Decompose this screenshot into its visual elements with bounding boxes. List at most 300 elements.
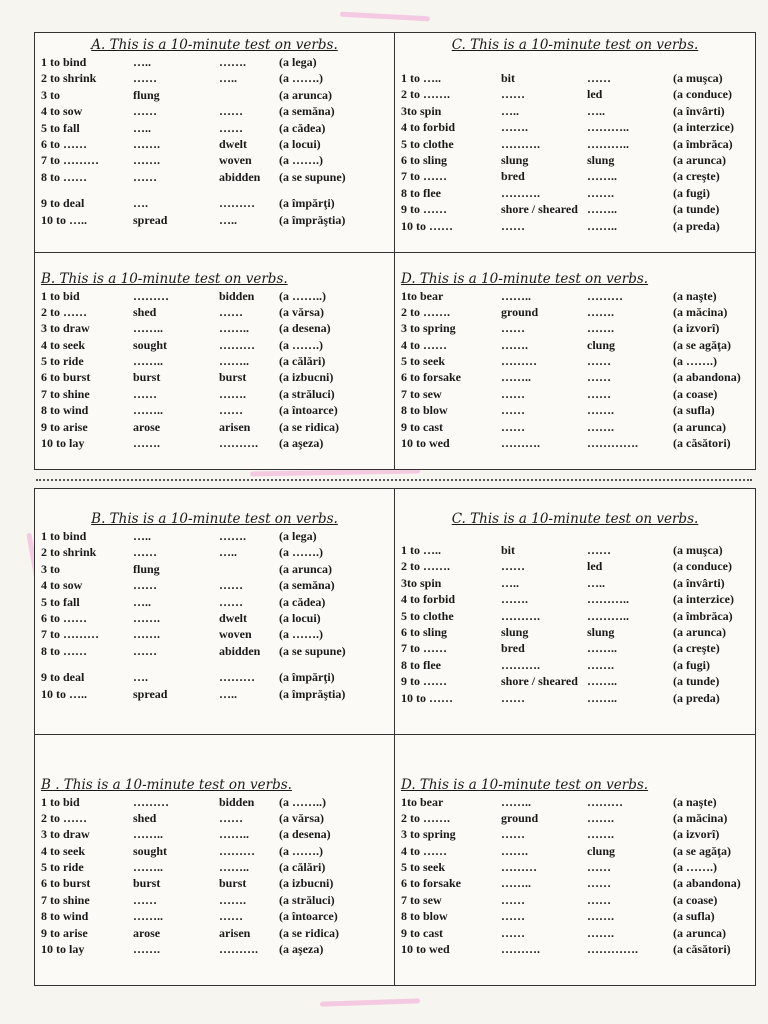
verb-form: ……. — [133, 153, 160, 168]
verb-row — [401, 543, 749, 559]
verb-form: …….. — [587, 218, 617, 233]
verb-translation: (a coase) — [673, 892, 718, 907]
verb-form: …… — [219, 810, 243, 825]
verb-form: …… — [133, 545, 157, 560]
verb-translation: (a se ridica) — [279, 925, 339, 940]
verb-translation: (a naşte) — [673, 288, 717, 303]
verb-infinitive: 8 to …… — [41, 643, 87, 658]
verb-row — [401, 844, 749, 860]
verb-row — [41, 196, 388, 212]
verb-form: …… — [501, 690, 525, 705]
verb-infinitive: 3to spin — [401, 103, 442, 118]
verb-form: ….. — [501, 103, 519, 118]
verb-row — [401, 893, 749, 909]
verb-form: burst — [133, 370, 161, 385]
verb-form: ……. — [587, 810, 614, 825]
verb-form: dwelt — [219, 136, 247, 151]
verb-form: ……… — [501, 354, 537, 369]
verb-translation: (a …….) — [673, 354, 717, 369]
verb-infinitive: 2 to …… — [41, 304, 87, 319]
verb-infinitive: 4 to forbid — [401, 120, 455, 135]
card-c — [395, 33, 755, 253]
verb-row — [41, 289, 388, 305]
verb-row — [401, 827, 749, 843]
verb-row — [401, 120, 749, 136]
verb-translation: (a învârti) — [673, 103, 725, 118]
verb-infinitive: 7 to sew — [401, 892, 442, 907]
verb-form: flung — [133, 561, 160, 576]
verb-row — [401, 104, 749, 120]
verb-row — [41, 827, 388, 843]
verb-infinitive: 1 to bid — [41, 794, 80, 809]
verb-row — [401, 71, 749, 87]
verb-form: ……….. — [587, 592, 629, 607]
verb-form: ……. — [587, 304, 614, 319]
verb-form: bred — [501, 641, 525, 656]
verb-form: shed — [133, 810, 157, 825]
verb-infinitive: 10 to …… — [401, 218, 453, 233]
verb-row — [41, 545, 388, 561]
verb-translation: (a arunca) — [673, 419, 726, 434]
verb-translation: (a sufla) — [673, 403, 715, 418]
verb-translation: (a creşte) — [673, 641, 720, 656]
verb-infinitive: 4 to sow — [41, 578, 83, 593]
verb-infinitive: 2 to ……. — [401, 810, 450, 825]
verb-translation: (a ……..) — [279, 794, 326, 809]
verb-row — [401, 420, 749, 436]
verb-translation: (a locui) — [279, 136, 321, 151]
verb-form: ….. — [133, 594, 151, 609]
verb-row — [41, 942, 388, 958]
verb-form: burst — [219, 370, 247, 385]
verb-infinitive: 2 to …… — [41, 810, 87, 825]
verb-form: ……. — [501, 337, 528, 352]
verb-form: shore / sheared — [501, 202, 578, 217]
verb-translation: (a se agăţa) — [673, 337, 731, 352]
verb-infinitive: 7 to shine — [41, 386, 90, 401]
verb-list — [401, 543, 749, 707]
verb-form: ……….. — [587, 136, 629, 151]
verb-form: ……. — [501, 843, 528, 858]
verb-infinitive: 4 to forbid — [401, 592, 455, 607]
verb-row — [41, 644, 388, 660]
verb-form: ….. — [587, 103, 605, 118]
verb-form: ……. — [219, 55, 246, 69]
verb-translation: (a împărţi) — [279, 196, 335, 211]
verb-form: …… — [587, 876, 611, 891]
verb-translation: (a străluci) — [279, 386, 335, 401]
verb-form: woven — [219, 627, 252, 642]
verb-form: …….. — [587, 202, 617, 217]
verb-form: ……. — [133, 610, 160, 625]
verb-form: ………. — [501, 136, 540, 151]
verb-list — [401, 795, 749, 959]
verb-form: led — [587, 559, 603, 574]
verb-form: ……… — [219, 843, 255, 858]
verb-translation: (a se ridica) — [279, 419, 339, 434]
verb-infinitive: 8 to flee — [401, 185, 441, 200]
verb-row — [401, 576, 749, 592]
verb-translation: (a fugi) — [673, 657, 710, 672]
verb-form: …… — [501, 892, 525, 907]
verb-translation: (a desena) — [279, 321, 331, 336]
verb-row — [41, 562, 388, 578]
verb-row — [41, 687, 388, 703]
verb-infinitive: 6 to …… — [41, 610, 87, 625]
verb-row — [401, 354, 749, 370]
verb-translation: (a interzice) — [673, 120, 734, 135]
verb-form: ……… — [587, 288, 623, 303]
verb-form: ……. — [133, 136, 160, 151]
verb-row — [401, 942, 749, 958]
verb-infinitive: 4 to sow — [41, 104, 83, 119]
verb-row — [401, 137, 749, 153]
verb-infinitive: 6 to …… — [41, 136, 87, 151]
highlighter-stroke — [340, 12, 430, 22]
verb-form: dwelt — [219, 610, 247, 625]
verb-translation: (a preda) — [673, 218, 720, 233]
verb-form: spread — [133, 212, 168, 227]
verb-row — [41, 387, 388, 403]
verb-translation: (a …….) — [279, 153, 323, 168]
verb-form: bidden — [219, 794, 255, 809]
verb-list — [41, 55, 388, 229]
verb-list — [401, 71, 749, 235]
verb-row — [401, 436, 749, 452]
card-title: B. This is a 10-minute test on verbs. — [41, 270, 288, 287]
verb-translation: (a arunca) — [279, 87, 332, 102]
verb-infinitive: 10 to lay — [41, 942, 85, 957]
verb-translation: (a întoarce) — [279, 909, 338, 924]
verb-row — [41, 170, 388, 186]
verb-form: …….. — [219, 860, 249, 875]
verb-translation: (a aşeza) — [279, 436, 324, 451]
card-title: D. This is a 10-minute test on verbs. — [401, 270, 649, 287]
verb-form: ……. — [587, 909, 614, 924]
verb-form: ground — [501, 810, 539, 825]
verb-translation: (a …….) — [279, 337, 323, 352]
verb-form: arisen — [219, 419, 251, 434]
verb-infinitive: 4 to seek — [41, 337, 85, 352]
verb-translation: (a străluci) — [279, 892, 335, 907]
verb-form: woven — [219, 153, 252, 168]
verb-infinitive: 5 to fall — [41, 594, 80, 609]
verb-form: bidden — [219, 288, 255, 303]
verb-form: bred — [501, 169, 525, 184]
verb-translation: (a se supune) — [279, 169, 346, 184]
verb-translation: (a îmbrăca) — [673, 608, 733, 623]
verb-form: …… — [501, 386, 525, 401]
verb-infinitive: 3 to draw — [41, 827, 90, 842]
verb-form: …… — [219, 403, 243, 418]
verb-translation: (a …….) — [673, 860, 717, 875]
verb-infinitive: 2 to ……. — [401, 87, 450, 102]
verb-infinitive: 1to bear — [401, 288, 444, 303]
verb-row — [41, 670, 388, 686]
verb-form: …… — [219, 594, 243, 609]
verb-form: sought — [133, 337, 168, 352]
verb-infinitive: 8 to …… — [41, 169, 87, 184]
verb-list — [41, 529, 388, 703]
verb-form: ……. — [133, 627, 160, 642]
verb-infinitive: 1 to bid — [41, 288, 80, 303]
verb-form: bit — [501, 543, 516, 557]
verb-form: …… — [501, 403, 525, 418]
verb-infinitive: 7 to ……… — [41, 627, 99, 642]
verb-translation: (a abandona) — [673, 370, 741, 385]
verb-infinitive: 3 to draw — [41, 321, 90, 336]
verb-infinitive: 7 to …… — [401, 641, 447, 656]
verb-row — [401, 876, 749, 892]
verb-row — [401, 860, 749, 876]
verb-form: ……… — [219, 670, 255, 685]
verb-infinitive: 6 to forsake — [401, 370, 461, 385]
verb-form: …….. — [133, 354, 163, 369]
verb-form: abidden — [219, 169, 261, 184]
verb-infinitive: 3 to — [41, 561, 60, 576]
verb-infinitive: 5 to clothe — [401, 608, 454, 623]
verb-form: shed — [133, 304, 157, 319]
verb-infinitive: 1 to bind — [41, 55, 87, 69]
verb-translation: (a interzice) — [673, 592, 734, 607]
card-b-second — [35, 735, 395, 986]
highlighter-stroke — [320, 998, 420, 1006]
verb-row — [41, 321, 388, 337]
verb-row — [41, 305, 388, 321]
verb-form: …….. — [501, 794, 531, 809]
verb-row — [41, 354, 388, 370]
verb-form: ……. — [587, 321, 614, 336]
verb-translation: (a împrăştia) — [279, 212, 346, 227]
verb-form: burst — [133, 876, 161, 891]
verb-infinitive: 9 to arise — [41, 925, 88, 940]
verb-translation: (a sufla) — [673, 909, 715, 924]
verb-row — [41, 844, 388, 860]
verb-form: bit — [501, 71, 516, 85]
verb-infinitive: 2 to ……. — [401, 304, 450, 319]
verb-form: …….. — [587, 169, 617, 184]
verb-infinitive: 9 to deal — [41, 670, 85, 685]
verb-form: …… — [501, 218, 525, 233]
verb-form: …………. — [587, 436, 638, 451]
verb-infinitive: 4 to …… — [401, 843, 447, 858]
verb-translation: (a călări) — [279, 354, 326, 369]
verb-form: …….. — [587, 641, 617, 656]
verb-form: …… — [587, 860, 611, 875]
verb-translation: (a fugi) — [673, 185, 710, 200]
verb-form: slung — [587, 624, 615, 639]
verb-form: ………. — [219, 436, 258, 451]
verb-translation: (a …….) — [279, 545, 323, 560]
test-sheet-bottom — [34, 488, 756, 986]
verb-form: ground — [501, 304, 539, 319]
verb-row — [41, 137, 388, 153]
verb-translation: (a …….) — [279, 627, 323, 642]
verb-form: ……. — [501, 592, 528, 607]
verb-form: …………. — [587, 942, 638, 957]
test-sheet-top — [34, 32, 756, 470]
verb-form: …… — [501, 925, 525, 940]
verb-form: ……… — [587, 794, 623, 809]
verb-form: …….. — [133, 321, 163, 336]
verb-translation: (a lega) — [279, 529, 317, 543]
verb-form: …….. — [133, 860, 163, 875]
verb-form: …… — [133, 386, 157, 401]
verb-infinitive: 2 to ……. — [401, 559, 450, 574]
verb-row — [401, 289, 749, 305]
verb-form: …….. — [219, 321, 249, 336]
verb-form: abidden — [219, 643, 261, 658]
verb-translation: (a cădea) — [279, 120, 326, 135]
verb-translation: (a izbucni) — [279, 370, 334, 385]
verb-translation: (a întoarce) — [279, 403, 338, 418]
verb-row — [401, 169, 749, 185]
card-title: D. This is a 10-minute test on verbs. — [401, 776, 649, 793]
verb-form: flung — [133, 87, 160, 102]
verb-form: …… — [587, 386, 611, 401]
verb-form: ….. — [219, 71, 237, 86]
verb-form: shore / sheared — [501, 674, 578, 689]
verb-form: …… — [501, 827, 525, 842]
verb-infinitive: 6 to burst — [41, 876, 91, 891]
verb-infinitive: 6 to burst — [41, 370, 91, 385]
verb-form: burst — [219, 876, 247, 891]
verb-row — [41, 795, 388, 811]
verb-form: …… — [219, 120, 243, 135]
verb-row — [401, 926, 749, 942]
verb-translation: (a izvorî) — [673, 827, 720, 842]
verb-form: …….. — [501, 876, 531, 891]
verb-translation: (a se agăţa) — [673, 843, 731, 858]
verb-infinitive: 7 to …… — [401, 169, 447, 184]
verb-infinitive: 9 to cast — [401, 419, 443, 434]
verb-translation: (a călări) — [279, 860, 326, 875]
verb-infinitive: 1 to ….. — [401, 543, 441, 557]
verb-form: …… — [501, 419, 525, 434]
verb-form: …… — [219, 578, 243, 593]
verb-form: …….. — [587, 674, 617, 689]
verb-infinitive: 8 to wind — [41, 909, 89, 924]
verb-form: arose — [133, 419, 161, 434]
verb-form: …… — [501, 559, 525, 574]
verb-form: …….. — [587, 690, 617, 705]
verb-row — [401, 370, 749, 386]
verb-form: …… — [501, 909, 525, 924]
verb-form: …….. — [219, 354, 249, 369]
verb-row — [401, 559, 749, 575]
verb-translation: (a arunca) — [673, 152, 726, 167]
verb-row — [401, 186, 749, 202]
verb-translation: (a măcina) — [673, 304, 728, 319]
verb-form: slung — [501, 152, 529, 167]
verb-translation: (a desena) — [279, 827, 331, 842]
verb-infinitive: 7 to ……… — [41, 153, 99, 168]
verb-form: ….. — [501, 575, 519, 590]
verb-infinitive: 4 to seek — [41, 843, 85, 858]
verb-row — [401, 641, 749, 657]
card-title: C. This is a 10-minute test on verbs. — [451, 37, 699, 53]
verb-form: ……….. — [587, 608, 629, 623]
verb-row — [41, 420, 388, 436]
verb-translation: (a creşte) — [673, 169, 720, 184]
verb-form: ……….. — [587, 120, 629, 135]
card-d — [395, 253, 755, 470]
verb-infinitive: 8 to wind — [41, 403, 89, 418]
verb-infinitive: 2 to shrink — [41, 545, 97, 560]
card-title: B . This is a 10-minute test on verbs. — [41, 776, 292, 793]
verb-form: ………. — [501, 657, 540, 672]
verb-form: …… — [133, 169, 157, 184]
verb-form: ….. — [133, 529, 151, 543]
verb-translation: (a împrăştia) — [279, 686, 346, 701]
verb-form: arisen — [219, 925, 251, 940]
verb-infinitive: 9 to …… — [401, 202, 447, 217]
verb-form: arose — [133, 925, 161, 940]
verb-row — [401, 909, 749, 925]
verb-form: …… — [219, 304, 243, 319]
verb-form: ……. — [133, 942, 160, 957]
verb-row — [41, 811, 388, 827]
verb-row — [401, 691, 749, 707]
verb-form: …… — [133, 104, 157, 119]
verb-row — [401, 202, 749, 218]
verb-translation: (a …….) — [279, 71, 323, 86]
verb-translation: (a vărsa) — [279, 304, 324, 319]
card-a — [35, 33, 395, 253]
verb-translation: (a muşca) — [673, 543, 723, 557]
verb-row — [401, 658, 749, 674]
verb-row — [41, 529, 388, 545]
verb-form: clung — [587, 843, 616, 858]
verb-form: …….. — [133, 827, 163, 842]
verb-infinitive: 1to bear — [401, 794, 444, 809]
verb-row — [401, 592, 749, 608]
verb-infinitive: 10 to wed — [401, 436, 450, 451]
verb-form: ………. — [501, 436, 540, 451]
card-title: B. This is a 10-minute test on verbs. — [91, 511, 338, 527]
card-b-copy — [35, 489, 395, 735]
verb-infinitive: 9 to …… — [401, 674, 447, 689]
verb-form: …… — [501, 87, 525, 102]
verb-form: clung — [587, 337, 616, 352]
verb-form: spread — [133, 686, 168, 701]
verb-infinitive: 5 to seek — [401, 354, 445, 369]
verb-row — [41, 436, 388, 452]
verb-row — [41, 403, 388, 419]
verb-infinitive: 4 to …… — [401, 337, 447, 352]
card-b — [35, 253, 395, 470]
verb-form: …….. — [133, 403, 163, 418]
verb-row — [401, 403, 749, 419]
verb-form: …… — [133, 578, 157, 593]
verb-infinitive: 9 to deal — [41, 196, 85, 211]
card-title: A. This is a 10-minute test on verbs. — [91, 37, 338, 53]
verb-form: ….. — [587, 575, 605, 590]
verb-translation: (a împărţi) — [279, 670, 335, 685]
card-c-copy — [395, 489, 755, 735]
verb-translation: (a măcina) — [673, 810, 728, 825]
verb-infinitive: 10 to …… — [401, 690, 453, 705]
verb-infinitive: 1 to ….. — [401, 71, 441, 85]
verb-row — [41, 909, 388, 925]
verb-translation: (a cădea) — [279, 594, 326, 609]
verb-translation: (a aşeza) — [279, 942, 324, 957]
verb-row — [41, 104, 388, 120]
verb-infinitive: 10 to ….. — [41, 686, 87, 701]
verb-form: …. — [133, 670, 148, 685]
verb-row — [41, 153, 388, 169]
verb-infinitive: 9 to cast — [401, 925, 443, 940]
